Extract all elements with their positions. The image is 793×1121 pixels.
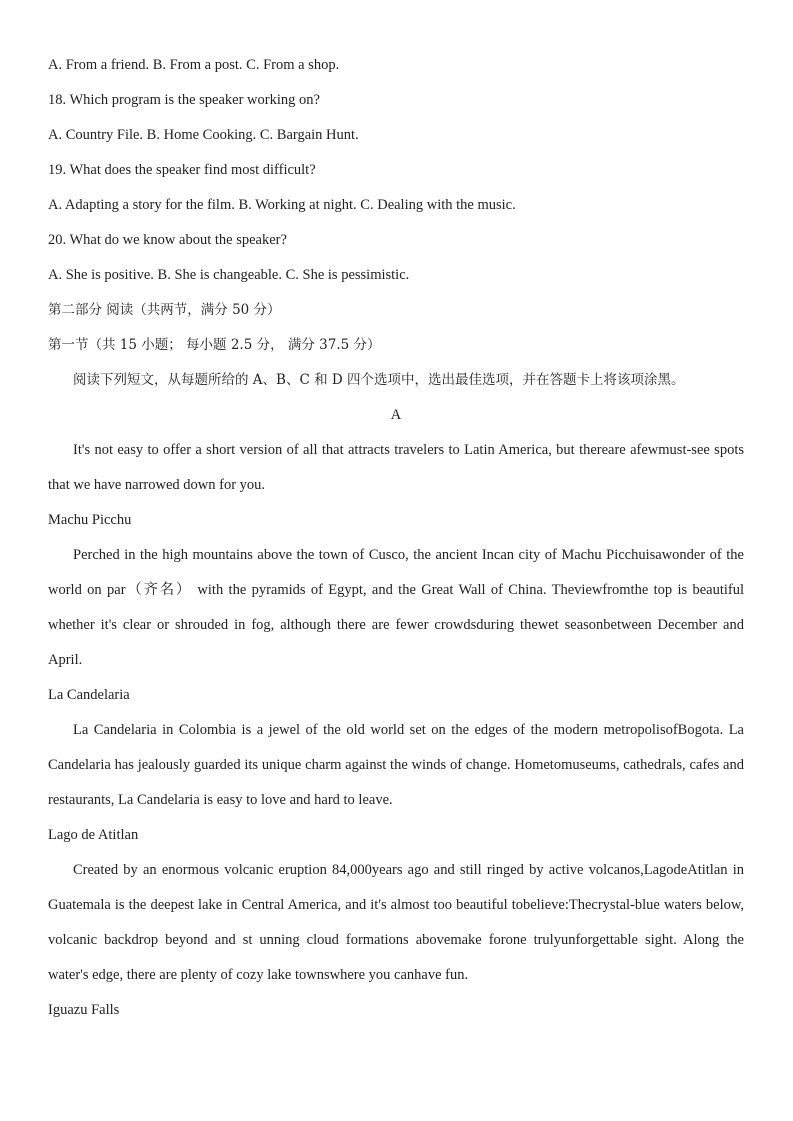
- spot-text-machu-picchu: Perched in the high mountains above the town of Cusco, the ancient Incan city of Machu Picchuisawonder of the world on par（齐名） with the pyramids of Egypt, and the Great Wall of China. Theviewfromthe top is beautiful whether it's clear or shrouded in fog, although there are fewer crowdsduring thewet seasonbetween December and April.: [48, 547, 744, 668]
- document-page: [48, 48, 744, 1028]
- spot-heading-la-candelaria: La Candelaria: [48, 687, 130, 703]
- spot-heading-lago-de-atitlan: Lago de Atitlan: [48, 827, 139, 843]
- spot-text-lago-de-atitlan: Created by an enormous volcanic eruption 84,000years ago and still ringed by active volcanos,LagodeAtitlan in Guatemala is the deepest lake in Central America, and it's almost too beautiful tobelieve:Thecrystal-blue waters below, volcanic backdrop beyond and st unning cloud formations abovemake forone trulyunforgettable sight. Along the water's edge, there are plenty of cozy lake townswhere you canhave fun.: [48, 862, 744, 983]
- q17-options: A. From a friend. B. From a post. C. From a shop.: [48, 57, 340, 73]
- spot-heading-iguazu-falls: Iguazu Falls: [48, 1002, 120, 1018]
- q18-options: A. Country File. B. Home Cooking. C. Bargain Hunt.: [48, 127, 359, 143]
- part-title: 第二部分 阅读（共两节，满分 50 分）: [48, 302, 281, 318]
- spot-text-la-candelaria: La Candelaria in Colombia is a jewel of the old world set on the edges of the modern metropolisofBogota. La Candelaria has jealously guarded its unique charm against the winds of change. Hometomuseums, cathedrals, cafes and restaurants, La Candelaria is easy to love and hard to leave.: [48, 722, 744, 808]
- passage-label: A: [390, 407, 402, 423]
- section-instruction: 阅读下列短文，从每题所给的 A、B、C 和 D 四个选项中，选出最佳选项，并在答题卡上将该项涂黑。: [73, 372, 685, 388]
- passage-intro: It's not easy to offer a short version of all that attracts travelers to Latin America, but thereare afewmust-see spots that we have narrowed down for you.: [48, 442, 744, 493]
- q19-question: 19. What does the speaker find most difficult?: [48, 162, 316, 178]
- q19-options: A. Adapting a story for the film. B. Working at night. C. Dealing with the music.: [48, 197, 516, 213]
- q20-options: A. She is positive. B. She is changeable. C. She is pessimistic.: [48, 267, 410, 283]
- q18-question: 18. Which program is the speaker working on?: [48, 92, 320, 108]
- spot-heading-machu-picchu: Machu Picchu: [48, 512, 132, 528]
- q20-question: 20. What do we know about the speaker?: [48, 232, 287, 248]
- section-title: 第一节（共 15 小题； 每小题 2.5 分， 满分 37.5 分）: [48, 337, 381, 353]
